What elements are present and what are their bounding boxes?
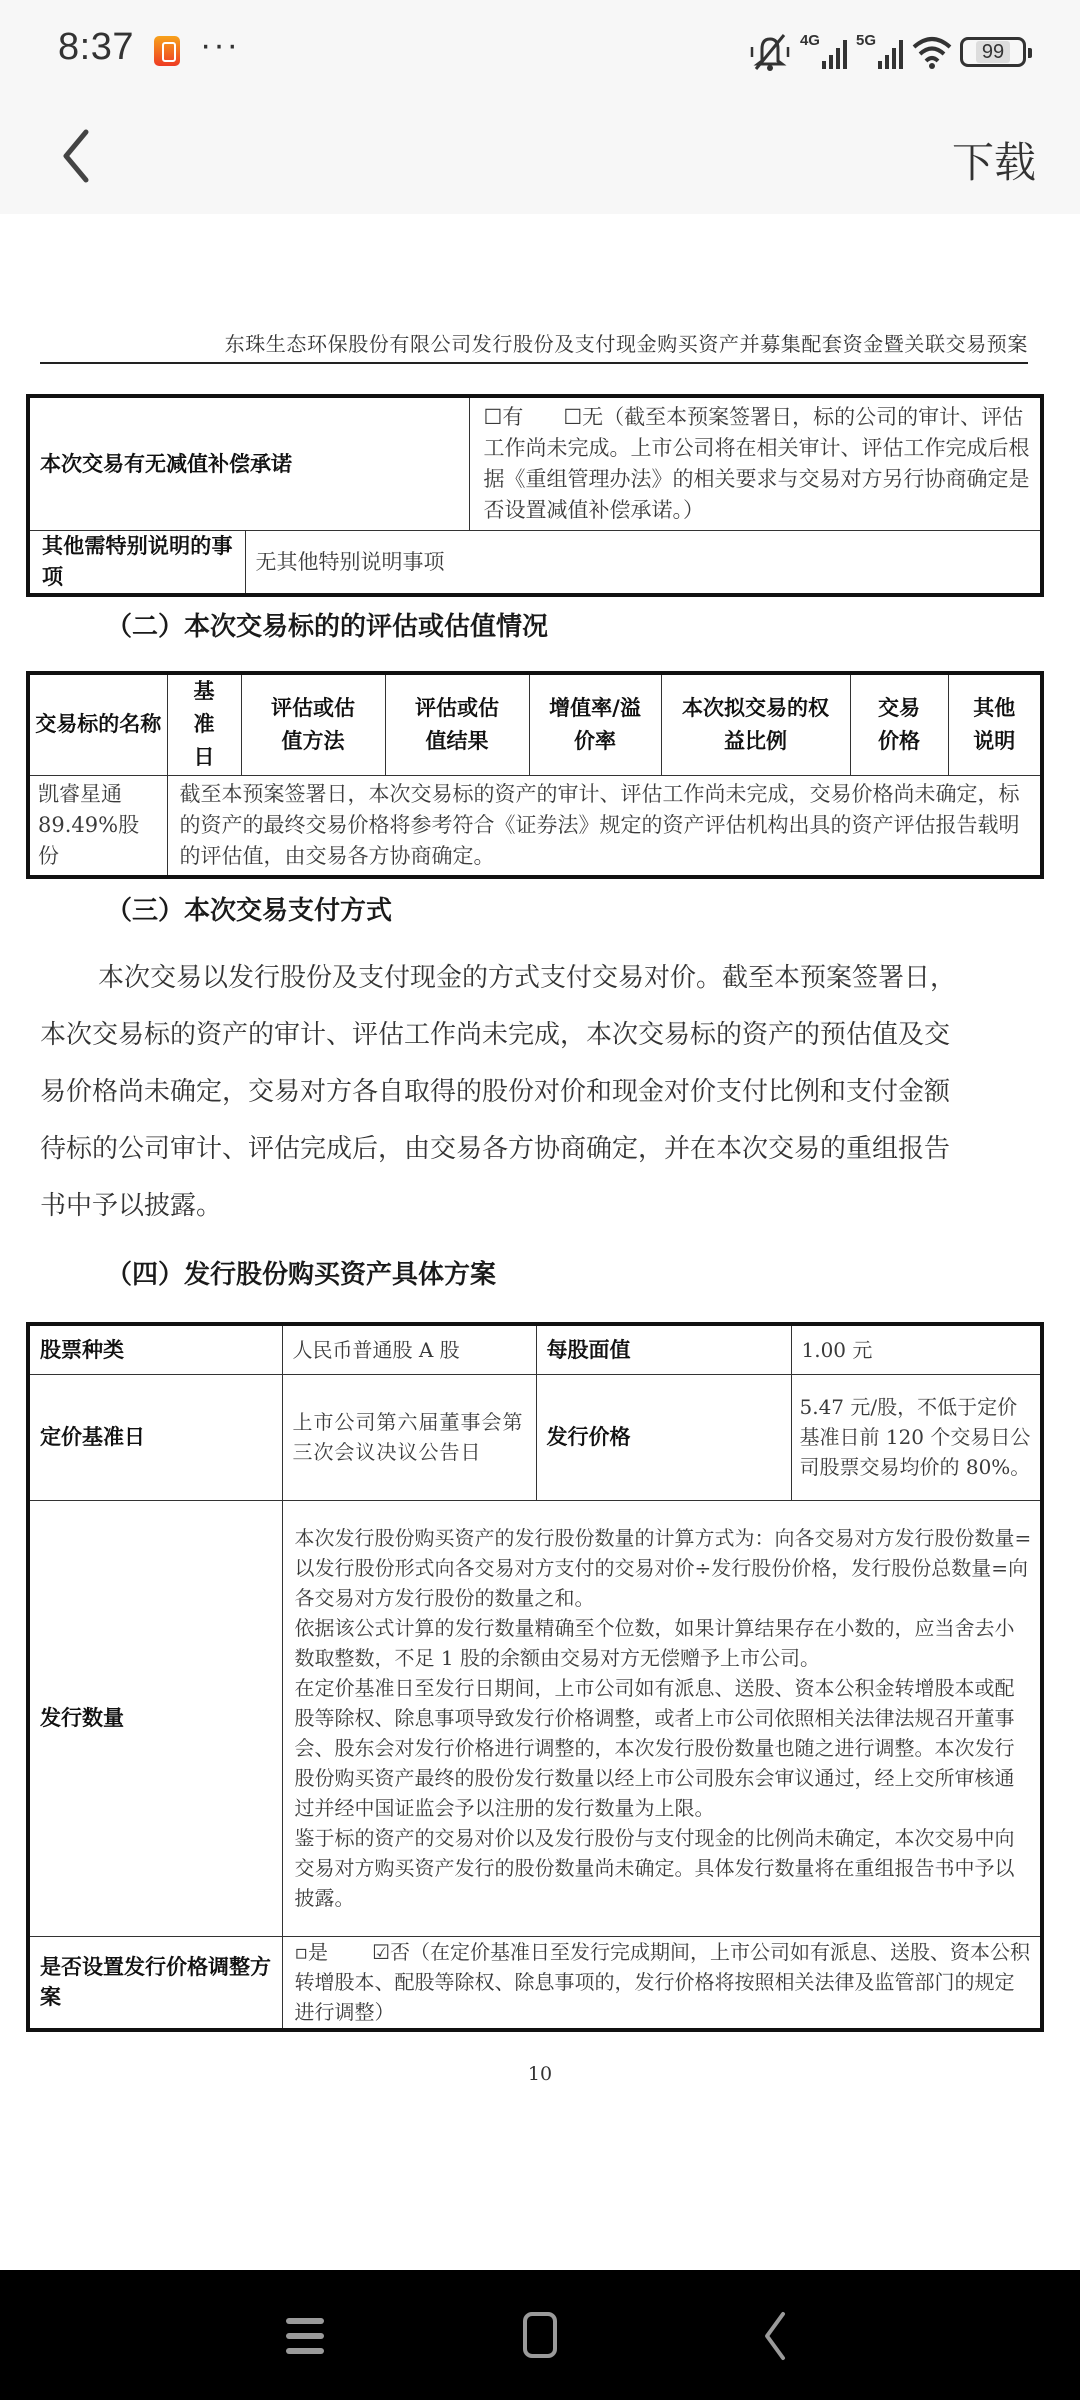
col-header: 评估或估值方法 (241, 673, 385, 775)
section-title-4: （四）发行股份购买资产具体方案 (106, 1260, 497, 1290)
price-adjustment-note: （在定价基准日至发行完成期间，上市公司如有派息、送股、资本公积转增股本、配股等除权、除息事项的，发行价格将按照相关法律及监管部门的规定进行调整） (294, 1940, 1030, 2025)
col-header: 评估或估值结果 (385, 673, 529, 775)
table-row (28, 775, 1042, 877)
recent-apps-button[interactable] (276, 2306, 336, 2366)
table-header-row (28, 673, 1042, 775)
page-number: 10 (527, 2063, 553, 2085)
compensation-note: （截至本预案签署日，标的公司的审计、评估工作尚未完成。上市公司将在相关审计、评估工作完成后根据《重组管理办法》的相关要求与交易对方另行协商确定是否设置减值补偿承诺。） (483, 405, 1030, 522)
table-row (28, 1374, 1042, 1500)
network-5g-label: 5G (855, 32, 876, 49)
menu-icon (276, 2306, 336, 2366)
col-header: 其他说明 (948, 673, 1042, 775)
issue-quantity-paragraph: 依据该公式计算的发行数量精确至个位数，如果计算结果存在小数的，应当舍去小数取整数，不足 1 股的余额由交易对方无偿赠予上市公司。 (294, 1616, 1015, 1670)
checkbox-yes: ☐有 (483, 405, 524, 429)
issue-price-label: 发行价格 (536, 1374, 791, 1500)
par-value-value: 1.00 元 (791, 1324, 1042, 1374)
issue-quantity-value (282, 1500, 1042, 1936)
col-header: 交易价格 (850, 673, 948, 775)
col-header: 交易标的名称 (28, 673, 167, 775)
paragraph-line: 易价格尚未确定，交易对方各自取得的股份对价和现金对价支付比例和支付金额 (40, 1077, 951, 1107)
app-header (0, 100, 1080, 214)
app-notification-icon (154, 36, 180, 66)
table-row (28, 1500, 1042, 1936)
running-header: 东珠生态环保股份有限公司发行股份及支付现金购买资产并募集配套资金暨关联交易预案 (40, 324, 1028, 364)
battery-icon (960, 37, 1026, 67)
issue-quantity-paragraph: 在定价基准日至发行日期间，上市公司如有派息、送股、资本公积金转增股本或配股等除权、除息事项导致发行价格调整，或者上市公司依照相关法律法规召开董事会、股东会对发行价格进行调整的，本次发行股份数量也随之进行调整。本次发行股份购买资产最终的股份发行数量以经上市公司股东会审议通过，经上交所审核通过并经中国证监会予以注册的发行数量为上限。 (294, 1676, 1015, 1820)
issue-quantity-paragraph: 本次发行股份购买资产的发行股份数量的计算方式为：向各交易对方发行股份数量=以发行股份形式向各交易对方支付的交易对价÷发行股份价格，发行股份总数量=向各交易对方发行股份的数量之和。 (294, 1526, 1032, 1610)
checkbox-no: ☐无 (563, 405, 604, 429)
table-row (28, 1936, 1042, 2030)
col-header: 增值率/溢价率 (529, 673, 661, 775)
signal-icon (878, 35, 904, 69)
paragraph-line: 待标的公司审计、评估完成后，由交易各方协商确定，并在本次交易的重组报告 (40, 1134, 951, 1164)
other-matters-value: 无其他特别说明事项 (245, 531, 1042, 596)
compensation-value (469, 396, 1042, 531)
stock-type-label: 股票种类 (28, 1324, 282, 1374)
issue-quantity-label: 发行数量 (28, 1500, 282, 1936)
more-notifications-icon: ··· (200, 26, 240, 64)
system-back-button[interactable] (745, 2306, 805, 2366)
col-header: 本次拟交易的权益比例 (661, 673, 850, 775)
price-adjustment-label: 是否设置发行价格调整方案 (28, 1936, 282, 2030)
valuation-note: 截至本预案签署日，本次交易标的资产的审计、评估工作尚未完成，交易价格尚未确定，标的资产的最终交易价格将参考符合《证券法》规定的资产评估机构出具的资产评估报告载明的评估值，由交易各方协商确定。 (167, 775, 1042, 877)
network-4g-label: 4G (799, 32, 820, 49)
compensation-table (26, 394, 1044, 597)
stock-type-value: 人民币普通股 A 股 (282, 1324, 536, 1374)
section-title-2: （二）本次交易标的的评估或估值情况 (106, 612, 549, 642)
other-matters-label: 其他需特别说明的事项 (28, 531, 245, 596)
status-bar (0, 0, 1080, 100)
payment-method-paragraph (40, 950, 1028, 1235)
issue-price-value: 5.47 元/股，不低于定价基准日前 120 个交易日公司股票交易均价的 80%。 (791, 1374, 1042, 1500)
home-button[interactable] (510, 2306, 570, 2366)
wifi-icon (912, 35, 952, 69)
checkbox-no-checked: ☑否 (372, 1940, 410, 1965)
document-page (0, 214, 1080, 2270)
price-adjustment-value (282, 1936, 1042, 2030)
paragraph-line: 本次交易标的资产的审计、评估工作尚未完成，本次交易标的资产的预估值及交 (40, 1020, 951, 1050)
download-button[interactable]: 下载 (951, 138, 1036, 187)
pricing-date-label: 定价基准日 (28, 1374, 282, 1500)
par-value-label: 每股面值 (536, 1324, 791, 1374)
pricing-date-value: 上市公司第六届董事会第三次会议决议公告日 (282, 1374, 536, 1500)
chevron-left-icon (56, 126, 106, 186)
issue-quantity-paragraph: 鉴于标的资产的交易对价以及发行股份与支付现金的比例尚未确定，本次交易中向交易对方购买资产发行的股份数量尚未确定。具体发行数量将在重组报告书中予以披露。 (294, 1826, 1015, 1910)
table-row (28, 531, 1042, 596)
mute-icon (748, 31, 792, 73)
share-issuance-table (26, 1322, 1044, 2032)
battery-level: 99 (976, 41, 1010, 63)
status-icons (748, 30, 1026, 74)
target-name: 凯睿星通89.49%股份 (28, 775, 167, 877)
compensation-label: 本次交易有无减值补偿承诺 (28, 396, 469, 531)
navigation-bar (0, 2270, 1080, 2400)
valuation-table (26, 671, 1044, 879)
table-row (28, 396, 1042, 531)
back-icon (745, 2306, 805, 2366)
back-button[interactable] (56, 126, 106, 186)
section-title-3: （三）本次交易支付方式 (106, 896, 393, 926)
home-icon (510, 2306, 570, 2366)
checkbox-yes: ▫是 (294, 1940, 329, 1965)
table-row (28, 1324, 1042, 1374)
paragraph-line: 本次交易以发行股份及支付现金的方式支付交易对价。截至本预案签署日， (98, 963, 957, 993)
paragraph-line: 书中予以披露。 (40, 1191, 223, 1221)
col-header: 基准日 (167, 673, 241, 775)
signal-icon (822, 35, 848, 69)
status-time: 8:37 (58, 26, 134, 68)
